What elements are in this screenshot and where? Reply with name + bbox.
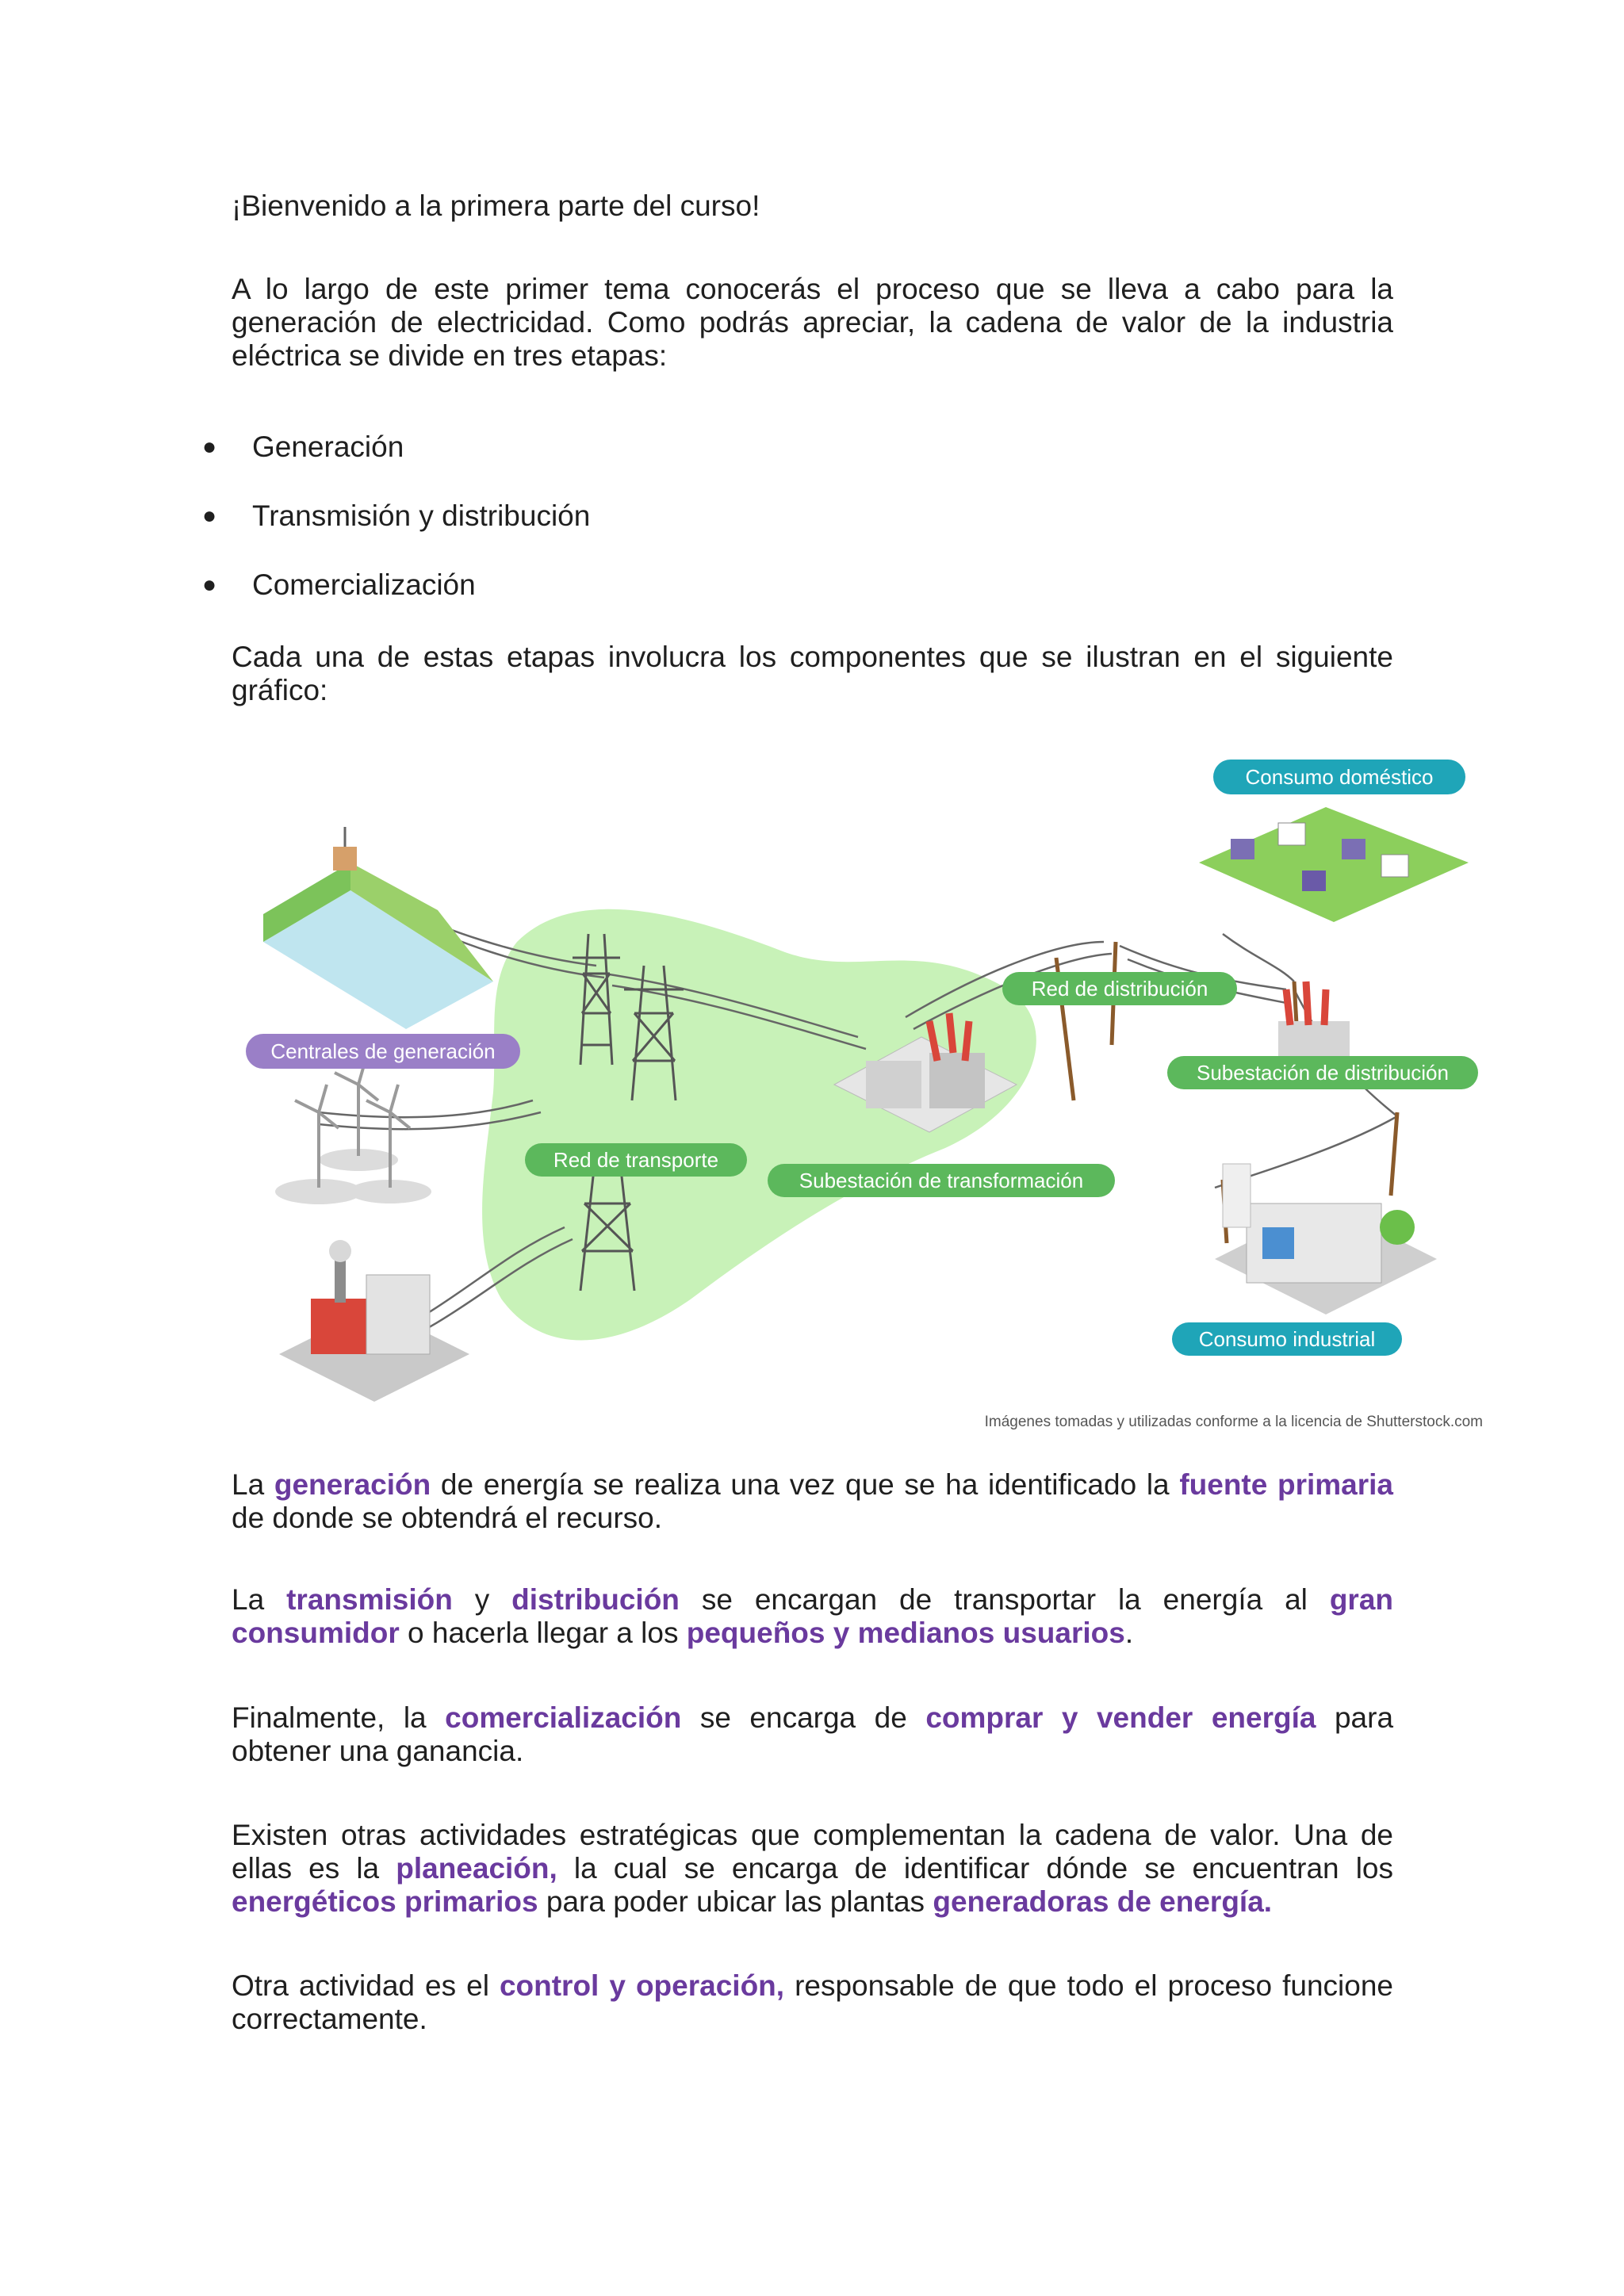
value-chain-illustration [232,752,1499,1441]
svg-text:Subestación de transformación: Subestación de transformación [799,1169,1084,1192]
paragraph-planning: Existen otras actividades estratégicas que complementan la cadena de valor. Una de ellas es la planeación, la cual se encarga de identificar dónde se encuentran los energéticos primarios para poder ubicar las plantas generadoras de energía. [232,1819,1393,1918]
label-subestacion-transformacion [768,1164,1115,1197]
label-centrales [246,1034,520,1069]
hydro-plant-icon [263,827,493,1029]
paragraph-generation: La generación de energía se realiza una vez que se ha identificado la fuente primaria de donde se obtendrá el recurso. [232,1468,1393,1534]
svg-text:Subestación de distribución: Subestación de distribución [1197,1061,1449,1085]
svg-text:Red de transporte: Red de transporte [553,1148,719,1172]
paragraph-commercialization: Finalmente, la comercialización se encarga de comprar y vender energía para obtener una ganancia. [232,1701,1394,1767]
label-subestacion-distribucion [1167,1056,1478,1089]
bullet-icon: ● [202,572,217,598]
intro-paragraph: A lo largo de este primer tema conocerás el proceso que se lleva a cabo para la generación de electricidad. Como podrás apreciar, la cadena de valor de la industria eléctrica se divide en tres etapas: [232,273,1393,372]
svg-text:Consumo industrial: Consumo industrial [1198,1327,1376,1351]
stage-item: Transmisión y distribución [252,499,591,532]
svg-text:Red de distribución: Red de distribución [1031,977,1208,1001]
value-chain-figure [232,752,1499,1441]
label-consumo-domestico [1213,760,1465,794]
svg-text:Consumo doméstico: Consumo doméstico [1245,765,1434,789]
paragraph-control: Otra actividad es el control y operación, responsable de que todo el proceso funcione correctamente. [232,1969,1394,2035]
label-consumo-industrial [1172,1322,1402,1356]
wind-turbine-icon [275,1057,431,1204]
bullet-icon: ● [202,503,217,529]
distribution-substation-icon [1278,982,1350,1061]
greeting: ¡Bienvenido a la primera parte del curso! [232,189,760,222]
bullet-icon: ● [202,434,217,460]
residential-area-icon [1199,807,1469,922]
svg-text:Centrales de generación: Centrales de generación [270,1039,496,1063]
label-red-transporte [525,1143,747,1177]
label-red-distribucion [1002,972,1237,1005]
transport-area [482,909,1036,1341]
image-credit: Imágenes tomadas y utilizadas conforme a la licencia de Shutterstock.com [984,1414,1483,1430]
paragraph-transmission: La transmisión y distribución se encargan de transportar la energía al gran consumidor o hacerla llegar a los pequeños y medianos usuarios. [232,1583,1394,1649]
stage-item: Comercialización [252,568,476,601]
industrial-plant-icon [1215,1164,1437,1314]
stage-item: Generación [252,430,404,463]
graphic-intro: Cada una de estas etapas involucra los componentes que se ilustran en el siguiente gráfico: [232,641,1393,706]
